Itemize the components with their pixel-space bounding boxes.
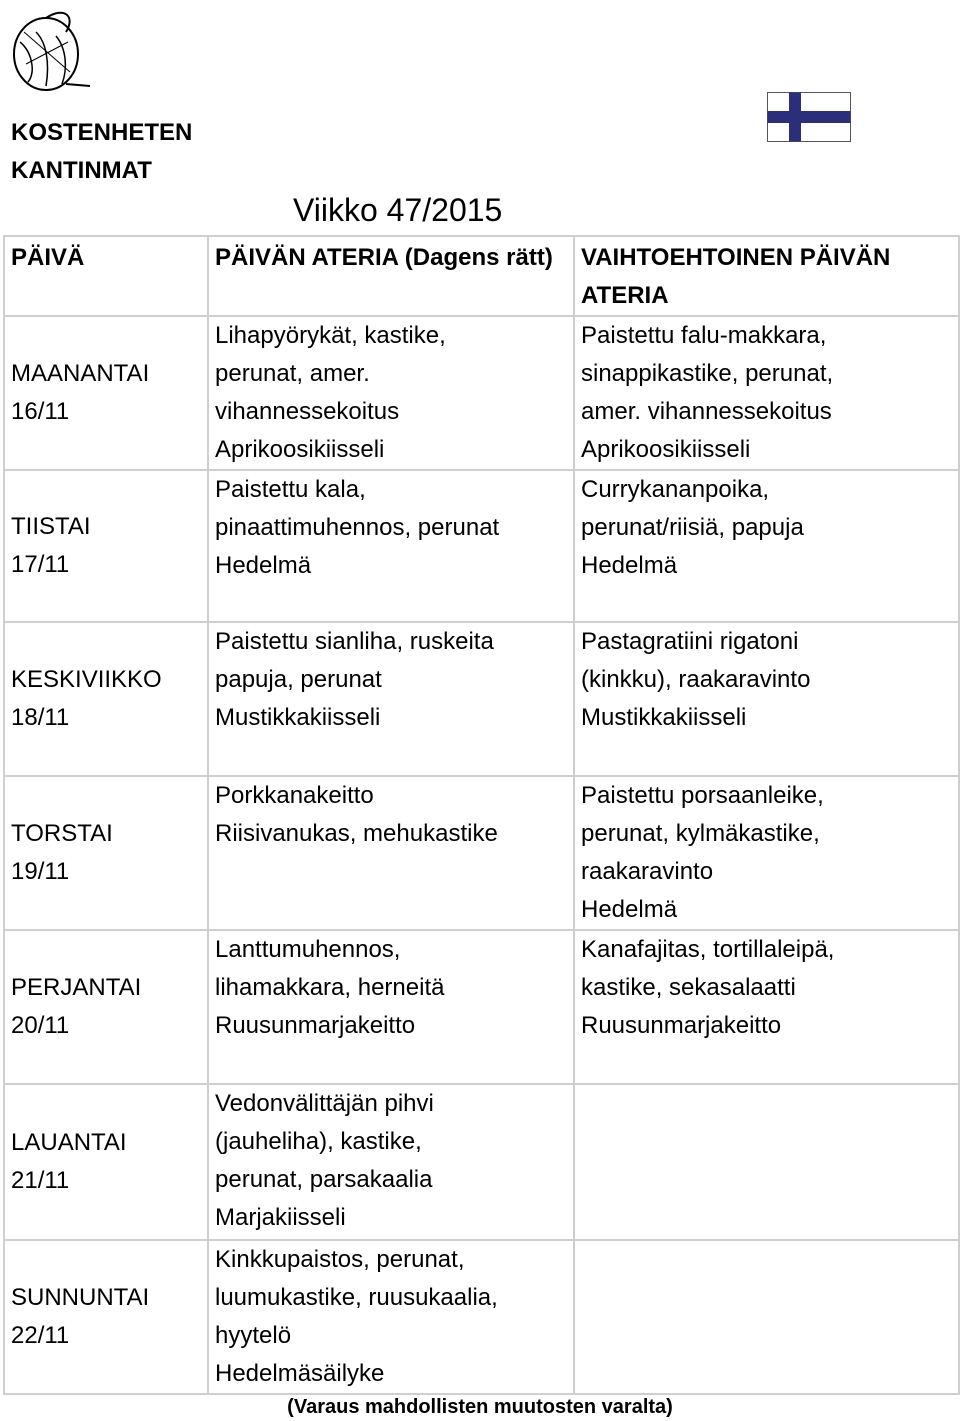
day-name: KESKIVIIKKO: [11, 666, 162, 693]
day-cell: [4, 622, 208, 776]
day-row: [4, 1240, 959, 1394]
meal-cell: [208, 776, 574, 930]
alt-meal-line: Paistettu porsaanleike,: [581, 782, 824, 809]
day-date: 16/11: [11, 398, 70, 425]
meal-line: Vedonvälittäjän pihvi: [215, 1090, 434, 1117]
header-row: [4, 236, 959, 316]
day-date: 21/11: [11, 1167, 70, 1194]
alt-meal-line: Kanafajitas, tortillaleipä,: [581, 936, 835, 963]
meal-line: Paistettu kala,: [215, 476, 366, 503]
alt-meal-line: Aprikoosikiisseli: [581, 436, 751, 463]
alt-meal-line: Hedelmä: [581, 552, 678, 579]
alt-meal-cell: [574, 1240, 959, 1394]
alt-meal-cell: [574, 470, 959, 622]
menu-table: [3, 235, 960, 1395]
day-date: 18/11: [11, 704, 70, 731]
alt-meal-cell: [574, 930, 959, 1084]
alt-meal-line: Pastagratiini rigatoni: [581, 628, 799, 655]
day-date: 20/11: [11, 1012, 70, 1039]
org-line-2: KANTINMAT: [11, 157, 152, 184]
alt-meal-line: Mustikkakiisseli: [581, 704, 747, 731]
meal-line: Hedelmä: [215, 552, 312, 579]
meal-cell: [208, 622, 574, 776]
day-row: [4, 1084, 959, 1240]
alt-meal-line: Ruusunmarjakeitto: [581, 1012, 782, 1039]
day-date: 17/11: [11, 551, 70, 578]
col-header-alt: VAIHTOEHTOINEN PÄIVÄN ATERIA: [574, 236, 959, 316]
organization-name: [11, 114, 192, 190]
meal-cell: [208, 930, 574, 1084]
meal-line: (jauheliha), kastike,: [215, 1128, 422, 1155]
alt-meal-line: sinappikastike, perunat,: [581, 360, 834, 387]
meal-line: Porkkanakeitto: [215, 782, 374, 809]
col-header-meal: PÄIVÄN ATERIA (Dagens rätt): [208, 236, 574, 316]
meal-line: perunat, parsakaalia: [215, 1166, 433, 1193]
day-name: TORSTAI: [11, 820, 113, 847]
meal-line: lihamakkara, herneitä: [215, 974, 445, 1001]
alt-meal-line: kastike, sekasalaatti: [581, 974, 796, 1001]
day-cell: [4, 1240, 208, 1394]
alt-meal-cell: [574, 316, 959, 470]
meal-cell: [208, 1240, 574, 1394]
alt-meal-line: raakaravinto: [581, 858, 714, 885]
day-cell: [4, 930, 208, 1084]
meal-line: hyytelö: [215, 1322, 292, 1349]
day-name: TIISTAI: [11, 513, 91, 540]
day-date: 22/11: [11, 1322, 70, 1349]
meal-line: Hedelmäsäilyke: [215, 1360, 385, 1387]
day-name: SUNNUNTAI: [11, 1284, 150, 1311]
alt-meal-line: Hedelmä: [581, 896, 678, 923]
day-name: MAANANTAI: [11, 360, 150, 387]
alt-meal-cell: [574, 776, 959, 930]
day-cell: [4, 470, 208, 622]
meal-cell: [208, 470, 574, 622]
day-row: [4, 776, 959, 930]
meal-cell: [208, 316, 574, 470]
org-line-1: KOSTENHETEN: [11, 119, 193, 146]
alt-meal-line: Currykananpoika,: [581, 476, 770, 503]
meal-line: Paistettu sianliha, ruskeita: [215, 628, 494, 655]
meal-line: papuja, perunat: [215, 666, 382, 693]
day-cell: [4, 316, 208, 470]
day-name: PERJANTAI: [11, 974, 142, 1001]
logo-sketch-icon: [6, 2, 94, 94]
meal-line: Ruusunmarjakeitto: [215, 1012, 416, 1039]
meal-line: perunat, amer.: [215, 360, 370, 387]
finnish-flag-icon: [767, 92, 851, 142]
day-row: [4, 622, 959, 776]
meal-line: Mustikkakiisseli: [215, 704, 381, 731]
day-row: [4, 470, 959, 622]
alt-meal-line: perunat/riisiä, papuja: [581, 514, 804, 541]
meal-line: Lanttumuhennos,: [215, 936, 401, 963]
day-row: [4, 316, 959, 470]
day-date: 19/11: [11, 858, 70, 885]
meal-line: vihannessekoitus: [215, 398, 400, 425]
day-name: LAUANTAI: [11, 1129, 127, 1156]
meal-line: luumukastike, ruusukaalia,: [215, 1284, 498, 1311]
meal-line: Marjakiisseli: [215, 1204, 346, 1231]
meal-line: pinaattimuhennos, perunat: [215, 514, 500, 541]
alt-meal-cell: [574, 622, 959, 776]
meal-line: Lihapyörykät, kastike,: [215, 322, 446, 349]
alt-meal-line: Paistettu falu-makkara,: [581, 322, 827, 349]
alt-meal-line: amer. vihannessekoitus: [581, 398, 832, 425]
meal-cell: [208, 1084, 574, 1240]
meal-line: Aprikoosikiisseli: [215, 436, 385, 463]
week-title: Viikko 47/2015: [293, 192, 503, 228]
day-cell: [4, 1084, 208, 1240]
alt-meal-line: (kinkku), raakaravinto: [581, 666, 811, 693]
day-row: [4, 930, 959, 1084]
footer-note: (Varaus mahdollisten muutosten varalta): [287, 1396, 673, 1418]
col-header-day: PÄIVÄ: [4, 236, 208, 316]
meal-line: Riisivanukas, mehukastike: [215, 820, 498, 847]
alt-meal-line: perunat, kylmäkastike,: [581, 820, 820, 847]
day-cell: [4, 776, 208, 930]
meal-line: Kinkkupaistos, perunat,: [215, 1246, 465, 1273]
alt-meal-cell: [574, 1084, 959, 1240]
